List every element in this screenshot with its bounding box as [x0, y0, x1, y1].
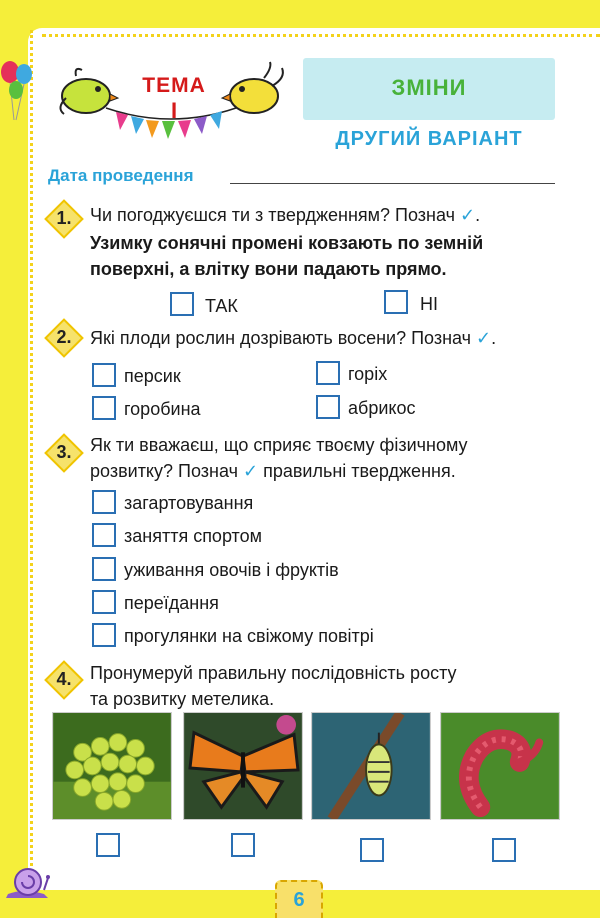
check-icon: ✓: [476, 328, 492, 348]
date-input-line[interactable]: [230, 183, 555, 184]
question-number-badge: [44, 318, 84, 358]
checkbox-option[interactable]: [92, 396, 116, 420]
dotted-border-top: [42, 34, 600, 38]
butterfly-eggs-image: [52, 712, 172, 820]
caterpillar-image: [440, 712, 560, 820]
checkbox-option[interactable]: [92, 490, 116, 514]
tema-number: I: [170, 98, 178, 123]
question-prompt-line-2: [90, 458, 456, 484]
date-label: Дата проведення: [48, 166, 194, 185]
option-label: заняття спортом: [124, 526, 262, 546]
option-label: персик: [124, 366, 181, 386]
question-number: 2.: [56, 327, 72, 347]
order-box-chrysalis[interactable]: [360, 838, 384, 862]
question-number: 4.: [56, 669, 72, 689]
option-label: прогулянки на свіжому повітрі: [124, 626, 374, 646]
option-label: загартовування: [124, 493, 254, 513]
statement-line-2: поверхні, а влітку вони падають прямо.: [90, 259, 447, 279]
tema-label: ТЕМА: [142, 74, 206, 97]
question-number-badge: [44, 433, 84, 473]
butterfly-image: [183, 712, 303, 820]
checkbox-option[interactable]: [92, 363, 116, 387]
prompt-text: Чи погоджуєшся ти з твердженням? Познач: [90, 205, 455, 225]
prompt-end: .: [491, 328, 497, 348]
question-number-badge: [44, 660, 84, 700]
checkbox-option[interactable]: [92, 623, 116, 647]
chrysalis-image: [311, 712, 431, 820]
option-label: горіх: [348, 364, 388, 384]
question-prompt: [90, 325, 496, 351]
option-label: переїдання: [124, 593, 219, 613]
prompt-text: Які плоди рослин дозрівають восени? Познач: [90, 328, 472, 348]
question-number-badge: [44, 199, 84, 239]
question-prompt-line-2: та розвитку метелика.: [90, 689, 275, 709]
checkbox-tak[interactable]: [170, 292, 194, 316]
dotted-border-left: [30, 30, 34, 890]
balloons-icon: [0, 60, 40, 130]
checkbox-option[interactable]: [92, 590, 116, 614]
page-number: 6: [275, 880, 323, 918]
checkbox-option[interactable]: [92, 557, 116, 581]
statement-line-1: Узимку сонячні промені ковзають по земній: [90, 233, 484, 253]
checkbox-option[interactable]: [316, 395, 340, 419]
check-icon: ✓: [242, 461, 259, 481]
prompt-text: розвитку? Познач: [90, 461, 238, 481]
question-number: 1.: [56, 208, 72, 228]
option-label: абрикос: [348, 398, 416, 418]
question-prompt-line-1: Як ти вважаєш, що сприяє твоєму фізичному: [90, 435, 468, 455]
snail-icon: [4, 860, 54, 900]
option-label: ТАК: [205, 296, 238, 316]
question-prompt: [90, 202, 480, 228]
checkbox-option[interactable]: [316, 361, 340, 385]
topic-title: ЗМІНИ: [391, 75, 467, 100]
option-label: горобина: [124, 399, 201, 419]
order-box-butterfly[interactable]: [231, 833, 255, 857]
order-box-eggs[interactable]: [96, 833, 120, 857]
checkbox-ni[interactable]: [384, 290, 408, 314]
question-prompt-line-1: Пронумеруй правильну послідовність росту: [90, 663, 457, 683]
prompt-end: правильні твердження.: [263, 461, 456, 481]
option-label: уживання овочів і фруктів: [124, 560, 339, 580]
question-number: 3.: [56, 442, 72, 462]
check-icon: ✓: [460, 205, 476, 225]
order-box-caterpillar[interactable]: [492, 838, 516, 862]
prompt-end: .: [475, 205, 481, 225]
checkbox-option[interactable]: [92, 523, 116, 547]
option-label: НІ: [420, 294, 438, 314]
variant-title: ДРУГИЙ ВАРІАНТ: [335, 128, 523, 150]
